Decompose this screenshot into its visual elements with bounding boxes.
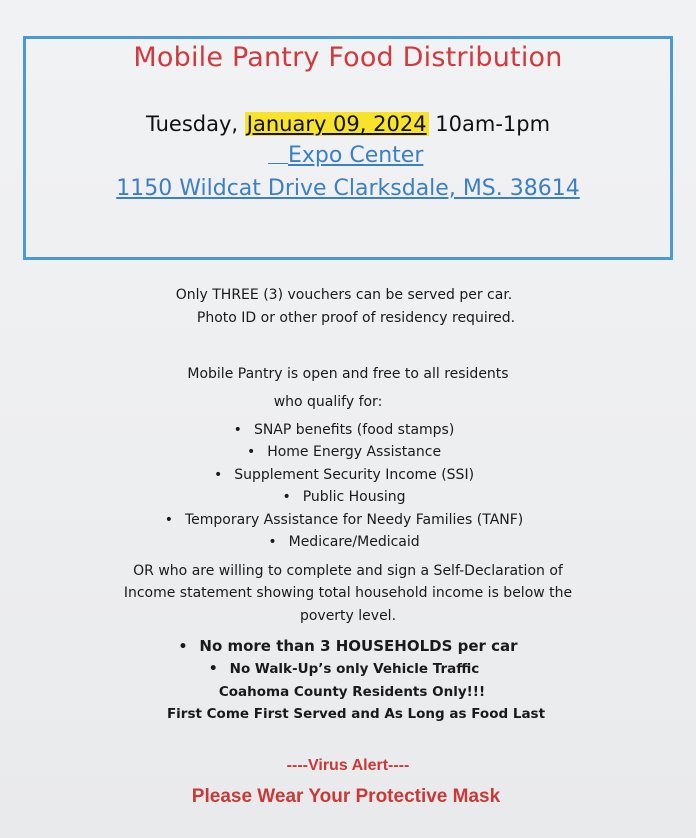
event-time: 10am-1pm xyxy=(435,112,551,136)
self-declaration-3: poverty level. xyxy=(299,608,397,624)
eligibility-intro-2: who qualify for: xyxy=(273,394,383,410)
event-dateline xyxy=(0,112,696,136)
eligibility-item: • Home Energy Assistance xyxy=(0,444,692,460)
address-link[interactable]: 1150 Wildcat Drive Clarksdale, MS. 38614 xyxy=(116,176,580,201)
households-rule: • No more than 3 HOUSEHOLDS per car xyxy=(0,637,696,655)
eligibility-intro-1: Mobile Pantry is open and free to all residents xyxy=(187,366,509,382)
first-come-rule: First Come First Served and As Long as Food Last xyxy=(166,706,546,722)
voucher-notice: Only THREE (3) vouchers can be served per car. xyxy=(175,287,513,303)
eligibility-item: • Temporary Assistance for Needy Families (TANF) xyxy=(0,512,692,528)
vehicle-rule: • No Walk-Up’s only Vehicle Traffic xyxy=(0,661,692,677)
mask-message: Please Wear Your Protective Mask xyxy=(191,786,501,807)
flyer-title: Mobile Pantry Food Distribution xyxy=(133,42,563,73)
eligibility-item: • Public Housing xyxy=(0,489,692,505)
venue-link[interactable]: Expo Center xyxy=(288,143,424,168)
event-day: Tuesday, xyxy=(145,112,239,136)
residents-rule: Coahoma County Residents Only!!! xyxy=(218,684,486,700)
self-declaration-1: OR who are willing to complete and sign a Self-Declaration of xyxy=(133,563,563,579)
eligibility-item: • Supplement Security Income (SSI) xyxy=(0,467,692,483)
id-notice: Photo ID or other proof of residency required. xyxy=(196,310,516,326)
eligibility-item: • SNAP benefits (food stamps) xyxy=(0,422,692,438)
self-declaration-2: Income statement showing total household income is below the xyxy=(123,585,573,601)
virus-alert-heading: ----Virus Alert---- xyxy=(286,757,410,774)
event-date: January 09, 2024 xyxy=(246,112,427,136)
eligibility-item: • Medicare/Medicaid xyxy=(0,534,692,550)
